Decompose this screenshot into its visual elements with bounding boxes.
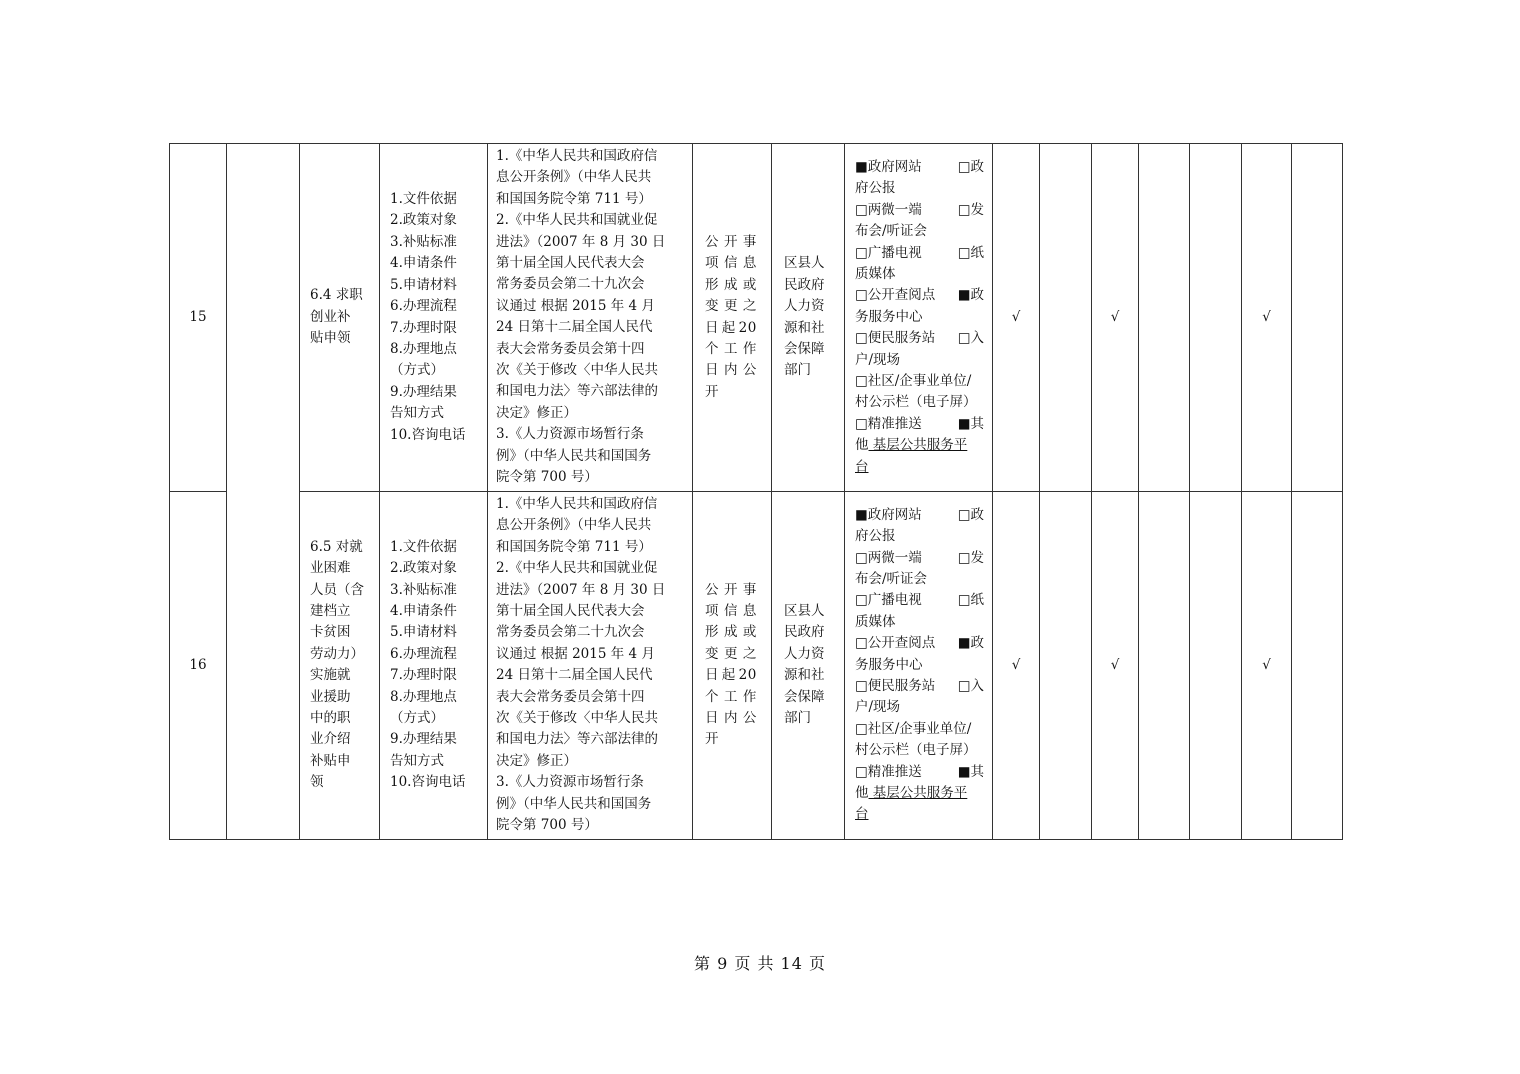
subject-line: 民政府 (784, 624, 825, 641)
check-cell: √ (1092, 144, 1139, 492)
channel-cont: 布会/听证会 (855, 223, 928, 240)
subject-line: 部门 (784, 362, 811, 379)
channel-cont: 他 (855, 784, 869, 801)
channel-option: □两微一端 (855, 549, 922, 566)
basis-line: 例》（中华人民共和国国务 (496, 795, 652, 812)
channel-option: □社区/企事业单位/ (855, 720, 972, 737)
content-line: 4.申请条件 (390, 603, 457, 620)
basis-line: 2.《中华人民共和国就业促 (496, 560, 658, 577)
content-line: 5.申请材料 (390, 624, 457, 641)
subject-line: 源和社 (784, 319, 825, 336)
channel-option: ■政府网站 (855, 158, 922, 175)
channel-option-right: □政 (957, 506, 984, 523)
basis-line: 和国国务院令第 711 号） (496, 190, 652, 207)
channel-option: □精准推送 (855, 415, 922, 432)
item-name-line: 实施就 (310, 667, 351, 684)
item-name-line: 6.4 求职 (310, 287, 363, 304)
basis-line: 和国国务院令第 711 号） (496, 538, 652, 555)
basis-cell (488, 492, 693, 840)
subject-line: 区县人 (784, 255, 825, 272)
subject-line: 部门 (784, 710, 811, 727)
content-line: 告知方式 (390, 752, 444, 769)
basis-line: 和国电力法〉等六部法律的 (496, 383, 658, 400)
content-line: 3.补贴标准 (390, 233, 457, 250)
channel-row (855, 371, 984, 392)
basis-line: 息公开条例》（中华人民共 (496, 517, 652, 534)
channel-row (855, 200, 984, 221)
item-name-line: 人员（含 (310, 581, 364, 598)
item-name-line: 6.5 对就 (310, 538, 363, 555)
channel-cont: 户/现场 (855, 351, 901, 368)
channel-row-cont (855, 178, 984, 199)
channel-cont: 务服务中心 (855, 656, 923, 673)
check-cell (1292, 144, 1343, 492)
content-line: 10.咨询电话 (390, 774, 466, 791)
category-cell (227, 144, 300, 840)
channel-row-cont (855, 435, 984, 456)
disclosure-table (169, 143, 1343, 840)
channel-other-value-2: 台 (855, 806, 869, 823)
content-line: （方式） (390, 362, 444, 379)
basis-line: 决定》修正） (496, 404, 577, 421)
content-line: 6.办理流程 (390, 298, 457, 315)
channel-cell (845, 144, 993, 492)
channel-cont: 村公示栏（电子屏） (855, 394, 977, 411)
content-line: 9.办理结果 (390, 383, 457, 400)
channel-row (855, 719, 984, 740)
check-cell: √ (993, 144, 1040, 492)
check-cell (1139, 144, 1190, 492)
subject-line: 会保障 (784, 688, 825, 705)
channel-other-value: 基层公共服务平 (868, 784, 968, 801)
basis-line: 和国电力法〉等六部法律的 (496, 731, 658, 748)
basis-line: 2.《中华人民共和国就业促 (496, 212, 658, 229)
check-cell: √ (1242, 144, 1292, 492)
check-cell (1190, 144, 1242, 492)
subject-line: 民政府 (784, 276, 825, 293)
subject-cell (772, 144, 845, 492)
content-line: 10.咨询电话 (390, 426, 466, 443)
item-name-line: 业困难 (310, 560, 351, 577)
channel-option: □公开查阅点 (855, 287, 936, 304)
item-name-line: 补贴申 (310, 752, 351, 769)
channel-row-cont (855, 264, 984, 285)
channel-option: □精准推送 (855, 763, 922, 780)
period-cell: 公开事项信息形成或变更之日起20个工作日内公开 (693, 144, 772, 492)
channel-option-right: □入 (957, 330, 984, 347)
basis-line: 例》（中华人民共和国国务 (496, 447, 652, 464)
channel-option: □便民服务站 (855, 330, 936, 347)
channel-row-cont (855, 392, 984, 413)
channel-option-right: ■政 (957, 287, 984, 304)
basis-line: 常务委员会第二十九次会 (496, 276, 645, 293)
channel-row (855, 414, 984, 435)
channel-option: ■政府网站 (855, 506, 922, 523)
channel-option: □广播电视 (855, 244, 922, 261)
basis-line: 第十届全国人民代表大会 (496, 255, 645, 272)
item-name-cell (300, 492, 380, 840)
check-cell: √ (1092, 492, 1139, 840)
basis-cell (488, 144, 693, 492)
basis-line: 第十届全国人民代表大会 (496, 603, 645, 620)
basis-line: 常务委员会第二十九次会 (496, 624, 645, 641)
basis-line: 1.《中华人民共和国政府信 (496, 148, 658, 164)
channel-row-cont (855, 783, 984, 804)
channel-row-cont (855, 307, 984, 328)
basis-line: 24 日第十二届全国人民代 (496, 319, 653, 336)
channel-cont: 布会/听证会 (855, 570, 928, 587)
channel-row-cont (855, 457, 984, 478)
channel-cont: 质媒体 (855, 265, 896, 282)
content-line: 1.文件依据 (390, 538, 457, 555)
subject-line: 会保障 (784, 340, 825, 357)
seq-cell: 16 (170, 492, 227, 840)
content-line: 2.政策对象 (390, 212, 457, 229)
channel-option: □便民服务站 (855, 677, 936, 694)
channel-option: □公开查阅点 (855, 635, 936, 652)
basis-line: 1.《中华人民共和国政府信 (496, 496, 658, 512)
channel-row-cont (855, 569, 984, 590)
channel-other-value-2: 台 (855, 458, 869, 475)
channel-row (855, 285, 984, 306)
channel-option-right: ■其 (957, 763, 984, 780)
item-name-line: 创业补 (310, 308, 351, 325)
channel-cont: 村公示栏（电子屏） (855, 742, 977, 759)
channel-row (855, 157, 984, 178)
basis-line: 决定》修正） (496, 752, 577, 769)
item-name-line: 中的职 (310, 710, 351, 727)
channel-row (855, 243, 984, 264)
channel-row-cont (855, 697, 984, 718)
page-footer: 第 9 页 共 14 页 (694, 954, 826, 973)
check-cell (1040, 492, 1092, 840)
seq-cell: 15 (170, 144, 227, 492)
basis-line: 议通过 根据 2015 年 4 月 (496, 297, 655, 314)
table-row (170, 492, 1343, 840)
basis-line: 表大会常务委员会第十四 (496, 340, 645, 357)
content-cell (380, 144, 488, 492)
channel-cont: 府公报 (855, 180, 896, 197)
item-name-cell (300, 144, 380, 492)
channel-row (855, 676, 984, 697)
content-line: 7.办理时限 (390, 319, 457, 336)
basis-line: 院令第 700 号） (496, 469, 598, 486)
content-line: 4.申请条件 (390, 255, 457, 272)
check-cell: √ (1242, 492, 1292, 840)
channel-cell (845, 492, 993, 840)
channel-row-cont (855, 350, 984, 371)
basis-line: 进法》（2007 年 8 月 30 日 (496, 233, 666, 250)
channel-row-cont (855, 740, 984, 761)
subject-cell (772, 492, 845, 840)
check-cell (1040, 144, 1092, 492)
item-name-line: 贴申领 (310, 330, 351, 347)
channel-row-cont (855, 612, 984, 633)
channel-cont: 务服务中心 (855, 308, 923, 325)
content-line: 7.办理时限 (390, 667, 457, 684)
basis-line: 院令第 700 号） (496, 817, 598, 834)
check-cell (1292, 492, 1343, 840)
content-line: 8.办理地点 (390, 688, 457, 705)
channel-row-cont (855, 221, 984, 242)
channel-option: □广播电视 (855, 592, 922, 609)
item-name-line: 业援助 (310, 688, 351, 705)
channel-option-right: □纸 (957, 592, 984, 609)
basis-line: 次《关于修改〈中华人民共 (496, 362, 658, 379)
channel-option-right: □政 (957, 158, 984, 175)
subject-line: 源和社 (784, 667, 825, 684)
channel-row (855, 762, 984, 783)
subject-line: 人力资 (784, 645, 825, 662)
channel-cont: 质媒体 (855, 613, 896, 630)
basis-line: 议通过 根据 2015 年 4 月 (496, 645, 655, 662)
channel-option: □社区/企事业单位/ (855, 373, 972, 390)
channel-cont: 府公报 (855, 528, 896, 545)
basis-line: 次《关于修改〈中华人民共 (496, 710, 658, 727)
channel-option-right: ■其 (957, 415, 984, 432)
content-cell (380, 492, 488, 840)
channel-row (855, 590, 984, 611)
channel-cont: 他 (855, 437, 869, 454)
content-line: 9.办理结果 (390, 731, 457, 748)
channel-other-value: 基层公共服务平 (868, 437, 968, 454)
subject-line: 区县人 (784, 603, 825, 620)
content-line: 1.文件依据 (390, 191, 457, 208)
item-name-line: 领 (310, 774, 324, 791)
channel-row (855, 505, 984, 526)
channel-option-right: ■政 (957, 635, 984, 652)
basis-line: 表大会常务委员会第十四 (496, 688, 645, 705)
table-row (170, 144, 1343, 492)
channel-row-cont (855, 655, 984, 676)
channel-row (855, 328, 984, 349)
basis-line: 3.《人力资源市场暂行条 (496, 426, 644, 443)
channel-option-right: □发 (957, 549, 984, 566)
check-cell (1190, 492, 1242, 840)
channel-row-cont (855, 526, 984, 547)
basis-line: 24 日第十二届全国人民代 (496, 667, 653, 684)
channel-row (855, 548, 984, 569)
channel-option-right: □入 (957, 677, 984, 694)
content-line: 8.办理地点 (390, 340, 457, 357)
content-line: 5.申请材料 (390, 276, 457, 293)
item-name-line: 卡贫困 (310, 624, 351, 641)
subject-line: 人力资 (784, 298, 825, 315)
item-name-line: 劳动力） (310, 645, 364, 662)
content-line: 6.办理流程 (390, 645, 457, 662)
basis-line: 进法》（2007 年 8 月 30 日 (496, 581, 666, 598)
content-line: （方式） (390, 710, 444, 727)
channel-option-right: □纸 (957, 244, 984, 261)
content-line: 3.补贴标准 (390, 581, 457, 598)
check-cell: √ (993, 492, 1040, 840)
item-name-line: 建档立 (310, 603, 351, 620)
channel-cont: 户/现场 (855, 699, 901, 716)
content-line: 2.政策对象 (390, 560, 457, 577)
check-cell (1139, 492, 1190, 840)
period-cell: 公开事项信息形成或变更之日起20个工作日内公开 (693, 492, 772, 840)
basis-line: 息公开条例》（中华人民共 (496, 169, 652, 186)
channel-row-cont (855, 804, 984, 825)
channel-option: □两微一端 (855, 201, 922, 218)
item-name-line: 业介绍 (310, 731, 351, 748)
channel-option-right: □发 (957, 201, 984, 218)
basis-line: 3.《人力资源市场暂行条 (496, 774, 644, 791)
content-line: 告知方式 (390, 405, 444, 422)
channel-row (855, 633, 984, 654)
